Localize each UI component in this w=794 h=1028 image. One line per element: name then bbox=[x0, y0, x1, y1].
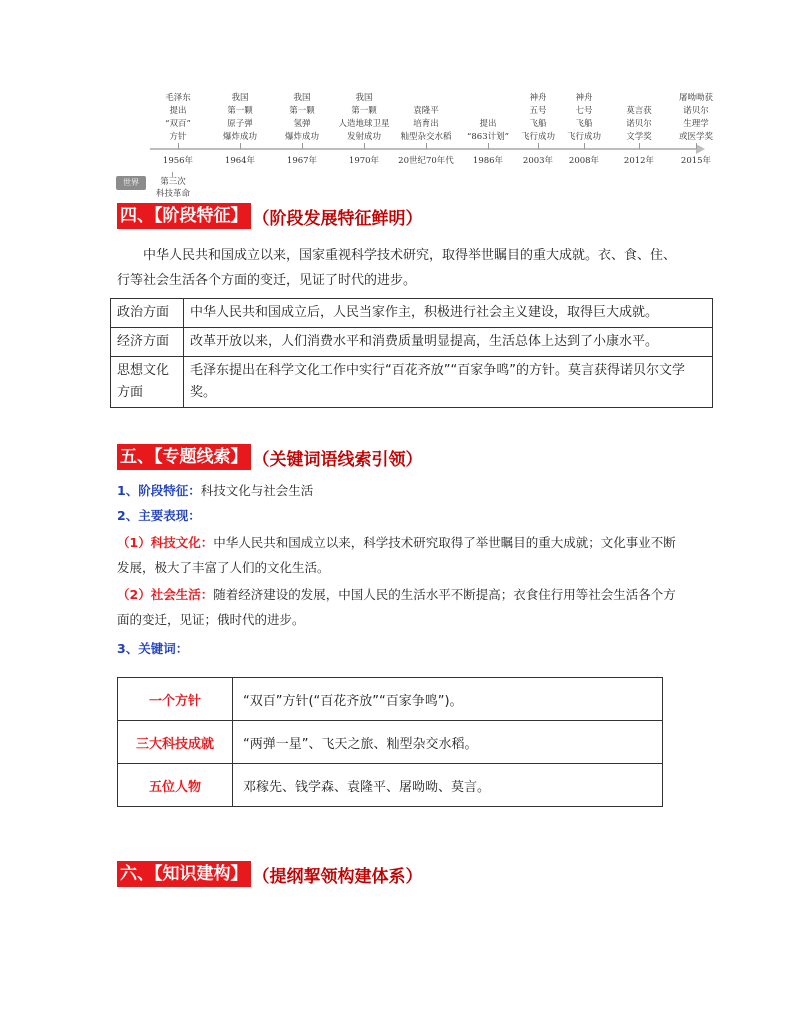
timeline-year: 2003年 bbox=[522, 156, 554, 166]
table-row bbox=[118, 721, 663, 764]
timeline-event-line: 第一颗 bbox=[289, 106, 315, 116]
timeline-event-line: 我国 bbox=[355, 93, 373, 103]
section4-tag: 四、【阶段特征】 bbox=[117, 203, 251, 229]
timeline-event-line: 五号 bbox=[529, 106, 547, 116]
timeline-year: 1967年 bbox=[286, 156, 318, 166]
table-row bbox=[118, 678, 663, 721]
item-text: 科技文化与社会生活 bbox=[200, 483, 314, 498]
clue-item-1 bbox=[117, 478, 687, 503]
section6-tag: 六、【知识建构】 bbox=[117, 861, 251, 887]
section6-subtitle: （提纲挈领构建体系） bbox=[252, 866, 423, 887]
timeline-event-line: 籼型杂交水稻 bbox=[400, 132, 452, 142]
section4-heading bbox=[117, 203, 423, 229]
timeline-event bbox=[210, 92, 270, 144]
content-cell: 中华人民共和国成立后，人民当家作主，积极进行社会主义建设，取得巨大成就。 bbox=[184, 299, 713, 328]
timeline-tick bbox=[538, 143, 539, 149]
section4-subtitle: （阶段发展特征鲜明） bbox=[252, 208, 423, 229]
timeline-event-line: 莫言获 bbox=[626, 106, 652, 116]
china-tech-timeline bbox=[112, 86, 712, 198]
subitem-number: （1） bbox=[117, 535, 151, 550]
world-label: 世界 bbox=[116, 176, 146, 190]
table-row bbox=[111, 357, 713, 408]
timeline-event bbox=[609, 105, 669, 144]
timeline-event-line: 神舟 bbox=[575, 93, 593, 103]
subitem-label: 社会生活： bbox=[150, 587, 214, 602]
aspect-cell: 经济方面 bbox=[111, 328, 184, 357]
keyword-value-cell: “两弹一星”、飞天之旅、籼型杂交水稻。 bbox=[233, 721, 663, 764]
timeline-tick bbox=[178, 143, 179, 149]
timeline-event-line: 人造地球卫星 bbox=[338, 119, 390, 129]
keyword-cell: 三大科技成就 bbox=[118, 721, 233, 764]
timeline-event-line: 飞行成功 bbox=[520, 132, 555, 142]
item-number: 3、 bbox=[117, 641, 139, 656]
timeline-tick bbox=[584, 143, 585, 149]
item-label: 关键词： bbox=[138, 641, 189, 656]
timeline-tick bbox=[364, 143, 365, 149]
clue-subitem-2 bbox=[117, 582, 687, 632]
timeline-axis bbox=[150, 148, 698, 150]
table-row bbox=[111, 299, 713, 328]
timeline-event-line: 发射成功 bbox=[346, 132, 381, 142]
item-label: 主要表现： bbox=[138, 508, 201, 523]
world-event-line: 科技革命 bbox=[155, 189, 190, 199]
item-number: 1、 bbox=[117, 483, 139, 498]
section6-heading bbox=[117, 861, 423, 887]
timeline-event bbox=[396, 105, 456, 144]
timeline-year: 2008年 bbox=[568, 156, 600, 166]
timeline-event bbox=[272, 92, 332, 144]
timeline-year: 1986年 bbox=[472, 156, 504, 166]
timeline-tick bbox=[639, 143, 640, 149]
timeline-event-line: 飞船 bbox=[529, 119, 547, 129]
clue-item-3 bbox=[117, 636, 687, 661]
timeline-event-line: 爆炸成功 bbox=[284, 132, 319, 142]
timeline-event-line: 诺贝尔 bbox=[683, 106, 709, 116]
timeline-event-line: 神舟 bbox=[529, 93, 547, 103]
world-event bbox=[148, 176, 198, 200]
timeline-event-line: 生理学 bbox=[683, 119, 709, 129]
subitem-text: 中华人民共和国成立以来，科学技术研究取得了举世瞩目的重大成就；文化事业不断发展，极大了丰富了人们的文化生活。 bbox=[117, 535, 676, 575]
stage-aspects-table bbox=[110, 298, 713, 408]
timeline-tick bbox=[696, 143, 697, 149]
timeline-event-line: 提出 bbox=[479, 119, 497, 129]
timeline-event-line: 氢弹 bbox=[293, 119, 311, 129]
timeline-event-line: 提出 bbox=[169, 106, 187, 116]
timeline-event-line: 毛泽东 bbox=[165, 93, 191, 103]
timeline-event-line: “双百” bbox=[165, 119, 191, 129]
timeline-tick bbox=[240, 143, 241, 149]
content-cell: 改革开放以来，人们消费水平和消费质量明显提高，生活总体上达到了小康水平。 bbox=[184, 328, 713, 357]
subitem-number: （2） bbox=[117, 587, 151, 602]
timeline-event-line: “863计划” bbox=[467, 132, 509, 142]
timeline-tick bbox=[488, 143, 489, 149]
keyword-value-cell: “双百”方针(“百花齐放”“百家争鸣”)。 bbox=[233, 678, 663, 721]
timeline-event-line: 第一颗 bbox=[351, 106, 377, 116]
timeline-event-line: 袁隆平 bbox=[413, 106, 439, 116]
timeline-event-line: 或医学奖 bbox=[678, 132, 713, 142]
timeline-event-line: 第一颗 bbox=[227, 106, 253, 116]
keyword-value-cell: 邓稼先、钱学森、袁隆平、屠呦呦、莫言。 bbox=[233, 764, 663, 807]
clue-item-2 bbox=[117, 503, 687, 528]
content-cell: 毛泽东提出在科学文化工作中实行“百花齐放”“百家争鸣”的方针。莫言获得诺贝尔文学奖。 bbox=[184, 357, 713, 408]
item-number: 2、 bbox=[117, 508, 139, 523]
timeline-year: 20世纪70年代 bbox=[398, 156, 454, 166]
timeline-event-line: 飞船 bbox=[575, 119, 593, 129]
timeline-event-line: 文学奖 bbox=[626, 132, 652, 142]
timeline-event bbox=[148, 92, 208, 144]
section5-subtitle: （关键词语线索引领） bbox=[252, 449, 423, 470]
section4-intro: 中华人民共和国成立以来，国家重视科学技术研究，取得举世瞩目的重大成就。衣、食、住、行等社会生活各个方面的变迁，见证了时代的进步。 bbox=[117, 248, 677, 288]
clue-subitem-1 bbox=[117, 530, 687, 580]
subitem-text: 随着经济建设的发展，中国人民的生活水平不断提高；衣食住行用等社会生活各个方面的变迁，见证；俄时代的进步。 bbox=[117, 587, 676, 627]
section5-heading bbox=[117, 444, 423, 470]
timeline-year: 2015年 bbox=[680, 156, 712, 166]
keyword-cell: 一个方针 bbox=[118, 678, 233, 721]
timeline-year: 1970年 bbox=[348, 156, 380, 166]
timeline-event-line: 我国 bbox=[231, 93, 249, 103]
keyword-cell: 五位人物 bbox=[118, 764, 233, 807]
timeline-event bbox=[554, 92, 614, 144]
item-label: 阶段特征： bbox=[138, 483, 201, 498]
timeline-year: 2012年 bbox=[623, 156, 655, 166]
timeline-event bbox=[666, 92, 726, 144]
timeline-event-line: 屠呦呦获 bbox=[678, 93, 713, 103]
timeline-year: 1964年 bbox=[224, 156, 256, 166]
table-row bbox=[118, 764, 663, 807]
aspect-cell: 思想文化方面 bbox=[111, 357, 184, 408]
timeline-event-line: 我国 bbox=[293, 93, 311, 103]
timeline-event-line: 七号 bbox=[575, 106, 593, 116]
timeline-year: 1956年 bbox=[162, 156, 194, 166]
timeline-tick bbox=[302, 143, 303, 149]
aspect-cell: 政治方面 bbox=[111, 299, 184, 328]
timeline-event-line: 诺贝尔 bbox=[626, 119, 652, 129]
keywords-table bbox=[117, 677, 663, 807]
timeline-event bbox=[334, 92, 394, 144]
timeline-event-line: 原子弹 bbox=[227, 119, 253, 129]
timeline-event-line: 飞行成功 bbox=[566, 132, 601, 142]
section5-tag: 五、【专题线索】 bbox=[117, 444, 251, 470]
world-event-line: 第三次 bbox=[160, 177, 186, 187]
timeline-event-line: 培育出 bbox=[413, 119, 439, 129]
timeline-tick bbox=[426, 143, 427, 149]
table-row bbox=[111, 328, 713, 357]
subitem-label: 科技文化： bbox=[150, 535, 214, 550]
timeline-event-line: 方针 bbox=[169, 132, 187, 142]
timeline-event-line: 爆炸成功 bbox=[222, 132, 257, 142]
timeline-arrow-icon bbox=[696, 144, 705, 154]
